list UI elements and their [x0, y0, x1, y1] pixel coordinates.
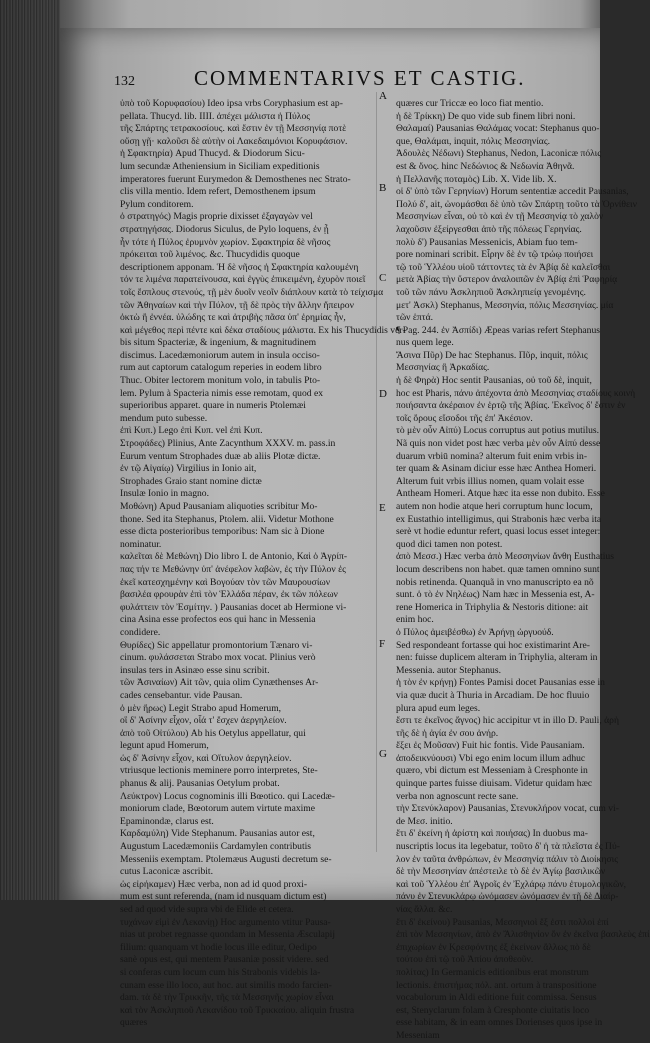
text-line: clis villa mentio. Idem refert, Demosthenem ipsum: [120, 186, 316, 198]
text-line: ἐκεῖ κατεσχημένην καὶ Βογούαν τὸν τῶν Μαυρουσίων: [120, 576, 331, 588]
text-line: Στροφάδες) Plinius, Ante Zacynthum XXXV. m. pass.in: [120, 438, 336, 450]
text-line: esse habitam, & in eam omnes Dorienses quos ipse in: [396, 1017, 603, 1029]
text-line: ὑπὸ τοῦ Κορυφασίου) Ideo ipsa vrbs Coryphasium est ap-: [120, 98, 343, 109]
text-line: τούτου ἐπὶ τῷ τοῦ Ἀπίου ἀποθεοῦν.: [396, 954, 534, 966]
text-line: Messenia. autor Stephanus.: [396, 664, 501, 676]
text-line: Thuc. Obiter lectorem monitum volo, in tabulis Pto-: [120, 375, 321, 387]
running-title: COMMENTARIVS ET CASTIG.: [194, 66, 526, 90]
text-line: autem non hodie atque heri corruptum hunc locum,: [396, 501, 593, 512]
text-line: στρατηγήσας. Diodorus Siculus, de Pylo loquens, ἐν ᾗ: [120, 223, 329, 235]
text-line: Messeniam: [396, 1029, 440, 1041]
text-line: Μοθώνη) Apud Pausaniam aliquoties scribitur Mo-: [120, 501, 318, 512]
text-line: quod dici tamen non potest.: [396, 538, 503, 550]
left-column: [120, 98, 406, 1030]
text-line: nuscriptis locus ita legebatur, τοῦτο δ' ἡ τὰ πλεῖστα ἐς Πύ-: [396, 841, 620, 853]
text-line: ἔξει ἐς Μοῦσαν) Fuit hic fontis. Vide Pausaniam.: [396, 740, 585, 752]
text-line: Θυρίδες) Sic appellatur promontorium Tænaro vi-: [120, 639, 313, 651]
text-line: de Μεσ. initio.: [396, 815, 453, 827]
text-line: τόν τε λιμένα παρατείνουσα, καὶ ἐγγὺς ἐπικειμένη, ἐχυρὸν ποιεῖ: [120, 274, 366, 286]
text-line: τοῖς ὄρους εἴσοδοι τῆς ἐπ' Ἀκέσιον.: [396, 412, 533, 424]
text-line: bis situm Spacteriæ, & ingenium, & magnitudinem: [120, 337, 317, 349]
text-line: μετ' Ἀσκλ) Stephanus, Μεσσηνία, πόλις Μεσσηνίας. μία: [396, 299, 614, 311]
text-line: ἦν τότε ἡ Πύλος ἐρυμνὸν χωρίον. Σφακτηρία δὲ νῆσος: [120, 236, 331, 248]
text-line: cinum. φυλάσσεται Strabo mox vocat. Plinius verò: [120, 652, 316, 664]
text-line: que, Θαλάμαι, inquit, πόλις Μεσσηνίας.: [396, 135, 551, 147]
text-line: nus quem lege.: [396, 337, 454, 349]
text-line: mum est sunt referenda, (nam id nusquam dictum est): [120, 891, 327, 903]
text-line: sunt. ὁ τὸ ἐν Νηλέως) Nam hæc in Messenia est, A-: [396, 589, 595, 601]
text-line: quæres cur Triccæ eo loco fiat mentio.: [396, 98, 544, 109]
text-line: filium: quanquam vt hodie locus ille editur, Oedipo: [120, 941, 317, 953]
text-line: lum secundæ Atheniensium in Siciliam expeditionis: [120, 160, 320, 172]
text-line: Eurum ventum Strophades duæ ab aliis Plotæ dictæ.: [120, 450, 321, 462]
text-line: λον ἐν ταῦτα ἀνθρώπων, ἐν Μεσσηνίᾳ πάλιν τὸ Διοίκησις: [396, 853, 619, 865]
column-divider: [376, 92, 377, 852]
text-line: λαχοῦσιν ἐξείργεσθαι ἀπὸ τῆς πόλεως Γερηνίας.: [396, 223, 582, 235]
margin-letter: G: [379, 748, 387, 760]
text-line: μετὰ Ἀβίας τὴν ὕστερον ἀναλοιπῶν ἐν Ἀβίᾳ ἐπὶ Ῥαφηρίᾳ: [396, 274, 618, 286]
text-line: Μεσσηνίας ἢ Ἀρκαδίας.: [396, 362, 490, 374]
text-line: ter quam & Asinam diciur esse hæc Anthea Homeri.: [396, 463, 597, 475]
text-line: Epaminondæ, clarus est.: [120, 815, 214, 827]
margin-letter: D: [379, 388, 387, 400]
text-line: ¶ Pag. 244. ἐν Ἀσπίδι) Æpeas varias refert Stephanus: [396, 324, 600, 336]
text-line: esse dicta posterioribus temporibus: Nam sic à Dione: [120, 526, 325, 538]
text-line: ὡς εἰρήκαμεν) Hæc verba, non ad id quod proxi-: [120, 878, 308, 890]
margin-letter: E: [379, 502, 386, 514]
text-line: sanè opus est, qui mentem Pausaniæ possit videre. sed: [120, 954, 329, 966]
text-line: mendum puto subesse.: [120, 412, 208, 424]
right-column: [396, 98, 650, 1043]
text-line: ἔστι τε ἐκεῖνος ἄγνος) hic accipitur vt in illo D. Pauli, ἀρὴ: [396, 715, 619, 727]
text-line: ἐπιχωρίων ἐν Κρεσφόντης ἐξ ἐκείνων ἄλλως πὸ δὲ: [396, 941, 591, 953]
text-line: Messeniis exemptam. Ptolemæus Augusti decretum se-: [120, 853, 332, 865]
text-line: τῶν ἑπτά.: [396, 312, 434, 324]
text-line: ὡς δ' Ἀσίνην εἶχον, καὶ Οἴτυλον ἀεργηλείον.: [120, 752, 292, 764]
text-line: ἐπὶ Κυπ.) Lego ἐπὶ Κυπ. vel ἐπὶ Κυπ.: [120, 425, 263, 437]
text-line: Καρδαμύλη) Vide Stephanum. Pausanias autor est,: [120, 828, 315, 840]
text-line: est, Stenyclarum folam à Cresphonte ciuitatis loco: [396, 1004, 590, 1016]
text-line: τὴν Στενύκλαρον) Pausanias, Στενυκλήρον vocat, cum vi-: [396, 803, 619, 815]
text-line: descriptionem apponam. Ἡ δὲ νῆσος ἡ Σφακτηρία καλουμένη: [120, 261, 359, 273]
text-line: vtriusque lectionis meminere porro interpretes, Ste-: [120, 765, 318, 777]
text-line: lectionis. ἐπιστήμας πόλ. ant. ortum à transpositione: [396, 979, 597, 991]
text-line: ἐπὶ τὸν Μεσσηνίων, ἀπὸ ἐν Ἄλισθηνίον ὄν ἐν ἐκεῖνα βασιλεὺς ἐπί: [396, 929, 650, 941]
text-line: βασιλέα φρουρὰν ἐπὶ τὸν Ἑλλάδα πέραν, ἐκ τῶν πόλεων: [120, 589, 338, 601]
text-line: τὸ μὲν οὖν Αἰπύ) Locus corruptus aut potius mutilus.: [396, 425, 600, 437]
text-line: ἔτι δ' ἐκείνη ἡ ἀρίστη καὶ ποιήσας) In duobus ma-: [396, 828, 588, 840]
margin-letter: B: [379, 182, 387, 194]
text-line: δὲ τὴν Μεσσηνίαν ἀπέστειλε τὸ δὲ ἐν Ἀγίῳ βασιλικῶν: [396, 866, 606, 878]
text-line: ὁ μὲν ἥρως) Legit Strabo apud Homerum,: [120, 702, 282, 714]
text-line: Nã quis non videt post hæc verba μὲν οὖν Αἰπύ desse: [396, 438, 601, 450]
text-line: πας τήν τε Μεθώνην ὑπ' ἀνέφελον λαβὼν, ἐς τὴν Πύλον ἐς: [120, 563, 346, 575]
text-line: cina Asina esse profectos eos qui hanc in Messenia: [120, 614, 316, 626]
text-line: φυλάττειν τὸν Ἐσμίτην. ) Pausanias docet ab Hermione vi-: [120, 601, 347, 613]
text-line: ὁ στρατηγός) Magis proprie dixisset ἐξαγαγὼν vel: [120, 211, 313, 223]
text-line: nominatur.: [120, 538, 162, 550]
text-line: ex Eustathio intelligimus, qui Strabonis hæc verba ita: [396, 513, 602, 525]
text-line: duarum vrbiū nomina? alterum fuit enim vrbis in-: [396, 450, 588, 462]
text-line: πολίτας) In Germanicis editionibus erat monstrum: [396, 966, 589, 978]
text-line: καὶ μέγεθος περὶ πέντε καὶ δέκα σταδίους μάλιστα. Ex his Thucydidis ver-: [120, 324, 406, 336]
text-line: Ἀδουλὲς Νέδωνι) Stephanus, Nedon, Laconicæ πόλις: [396, 148, 602, 160]
text-line: Alterum fuit vrbis illius nomen, quam volait esse: [396, 475, 585, 487]
text-line: καὶ τοῦ Ὑλλέου ἐπ' Ἀγροῖς ἐν Ἐχλάρῳ πάνυ ἐτυμολογικῶν,: [396, 878, 627, 890]
text-line: enim hoc.: [396, 614, 434, 626]
text-line: τῶν Ἀθηναίων καὶ τὴν Πύλον, τῇ δὲ πρὸς τὴν ἄλλην ἤπειρον: [120, 299, 354, 311]
text-line: Pylum conditorem.: [120, 198, 194, 210]
text-line: ἡ Σφακτηρία) Apud Thucyd. & Diodorum Sicu-: [120, 148, 305, 160]
margin-letter: F: [379, 638, 386, 650]
text-line: nobis retinenda. Quanquã in vno manuscripto ea nõ: [396, 576, 594, 588]
text-line: locum describens non habet. quæ tamen omnino sunt: [396, 563, 600, 575]
text-line: πολὺ δ') Pausanias Messenicis, Abiam fuo tem-: [396, 236, 578, 248]
text-line: ἀποδεικνύουσι) Vbi ego enim locum illum adhuc: [396, 752, 586, 764]
text-line: τῷ τοῦ Ὑλλέου υἱοῦ τάττοντες τὰ ἐν Ἀβίᾳ δὲ καλεῖσθαι: [396, 261, 611, 273]
text-line: τυχάνων εἰμὶ ἐν Λεκανίῃ) Hoc argumento vtitur Pausa-: [120, 916, 331, 928]
text-line: sed ad quod vide supra vbi de Elide et cetera.: [120, 904, 294, 915]
text-line: moniorum clade, Bœotorum autem virtute maxime: [120, 803, 316, 815]
text-line: verba non agnoscunt recte sane.: [396, 790, 519, 802]
page-header: [104, 66, 574, 94]
text-line: Sed respondeant fortasse qui hoc existimarint Are-: [396, 639, 590, 651]
text-line: ἐν τῷ Αἰγαίῳ) Virgilius in Ionio ait,: [120, 463, 257, 475]
text-line: καλεῖται δὲ Μεθώνη) Dio libro I. de Antonio, Καὶ ὁ Ἀγρίπ-: [120, 551, 348, 563]
text-line: est & ὄνος. hinc Νεδώνιος & Νεδωνία Ἀθηνᾶ.: [396, 160, 575, 172]
text-line: ἡ δὲ Τρίκκη) De quo vide sub finem libri noni.: [396, 110, 576, 122]
text-line: οὔσῃ γῇ· καλοῦσι δὲ αὐτὴν οἱ Λακεδαιμόνιοι Κορυφάσιον.: [120, 135, 348, 147]
text-line: superioribus apparet. quare in numeris Ptolemæi: [120, 400, 306, 412]
margin-letter: C: [379, 272, 387, 284]
text-line: via quæ ducit à Thuria in Arcadiam. De hoc fluuio: [396, 689, 590, 701]
text-line: legunt apud Homerum,: [120, 740, 209, 752]
text-line: πρόκειται τοῦ λιμένος. &c. Thucydidis quoque: [120, 249, 300, 261]
text-line: thone. Sed ita Stephanus, Ptolem. alii. Videtur Mothone: [120, 513, 334, 525]
text-line: plura apud eum leges.: [396, 702, 481, 714]
text-line: ἡ τὸν ἐν κρήνῃ) Fontes Pamisi docet Pausanias esse in: [396, 677, 605, 689]
margin-letter: A: [379, 90, 387, 102]
text-line: nias ut probet regnasse quondam in Messenia Æsculapij: [120, 929, 336, 941]
text-line: Μεσσηνίων εἶναι, οὐ τὸ καὶ ἐν τῇ Μεσσηνίᾳ τὸ χαλὸν: [396, 211, 604, 223]
text-line: quæro, vbi dictum est Messeniam à Cresphonte in: [396, 765, 588, 777]
margin-letters: [379, 90, 393, 850]
text-line: rum aut captorum catalogum reperies in eodem libro: [120, 362, 322, 374]
text-line: quinque partes fuisse diuisam. Videtur quidam hæc: [396, 778, 593, 790]
text-line: nen: fuisse duplicem alteram in Triphylia, alteram in: [396, 652, 598, 664]
text-line: τῆς δὲ ἡ ἀγία ἐν σου ἀνήρ.: [396, 727, 499, 739]
text-line: si conferas cum locum cum his Strabonis videbis la-: [120, 966, 321, 978]
text-line: quæres: [120, 1017, 148, 1029]
text-line: cades censebantur. vide Pausan.: [120, 689, 243, 701]
text-line: ποιήσαντα ἀκέραιον ἐν ἑρτῷ τῆς Ἀβίας. Ἐκεῖνος δ' ἔστιν ἐν: [396, 400, 626, 412]
text-line: ἀπὸ Μεσσ.) Hæc verba ἀπὸ Μεσσηνίων ἄνθη Eusthatius: [396, 551, 614, 563]
text-line: τῆς Σπάρτης τετρακοσίους. καὶ ἔστιν ἐν τῇ Μεσσηνίᾳ ποτὲ: [120, 123, 347, 135]
text-line: lem. Pylum à Spacteria nimis esse remotam, quod ex: [120, 387, 324, 399]
text-line: rene Homerica in Triphylia & Nestoris ditione: ait: [396, 601, 589, 613]
text-line: ὀκτὼ ἢ ἐννέα. ὑλώδης τε καὶ ἀτριβὴς πᾶσα ὑπ' ἐρημίας ἦν,: [120, 312, 346, 324]
text-line: dam. τὰ δὲ τὴν Τρικκῆν, τῆς τὰ Μεσσηνῆς χωρίον εἶναι: [120, 992, 334, 1004]
text-line: phanus & alij. Pausanias Oetylum probat.: [120, 778, 280, 790]
text-line: ἔτι δ' ἐκείνου) Pausanias, Μεσσηνιοὶ ἔξ ἐστι πολλοὶ ἐπί: [396, 916, 609, 928]
text-line: οἱ δ' ὑπὸ τῶν Γερηνίων) Horum sententiæ accedit Pausanias,: [396, 186, 629, 198]
text-line: discimus. Lacedæmoniorum autem in insula occiso-: [120, 349, 320, 361]
text-line: Πολύ δ', ait, ὠνομάσθαι δὲ ὑπὸ τῶν Σπάρτῃ τοῦτο τὰ Ὀρνίθειν: [396, 198, 637, 210]
text-line: ὁ Πύλος ἀμειβέσθω) ἐν Ἀρήνῃ ὠργυούδ.: [396, 626, 554, 638]
text-line: imperatores fuerunt Eurymedon & Demosthenes nec Strato-: [120, 173, 351, 185]
text-line: νίας ἄλλα. &c.: [396, 904, 453, 915]
text-line: cutus Laconicæ ascribit.: [120, 866, 213, 878]
text-line: Antheam Homeri. Atque hæc ita esse non dubito. Esse: [396, 488, 605, 500]
text-line: hoc est Pharis, πάνυ ἀπέχοντα ἀπὸ Μεσσηνίας σταδίους κοινὴ: [396, 387, 636, 399]
text-line: serè vt hodie eduntur refert, quasi locus esset integer:: [396, 526, 601, 538]
text-line: πάνυ ἐν Στενυκλάρῳ ὠνόμασεν ὠνόμασεν ἐν τῇ δὲ Διαίρ-: [396, 891, 619, 903]
text-line: Ἄσινα Πῦρ) De hac Stephanus. Πῦρ, inquit, πόλις: [396, 349, 588, 361]
text-line: καὶ τὸν Ἀσκληπιοῦ Λεκανίδου τοῦ Τρικκαίου. aliquin frustra: [120, 1004, 355, 1016]
text-line: insulas ters in Asinæo esse sinu scribit.: [120, 664, 270, 676]
text-line: Insulæ Ionio in magno.: [120, 488, 210, 500]
text-line: ἡ Πελλανῆς ποταμὸς) Lib. X. Vide lib. X.: [396, 173, 557, 185]
text-line: cunam esse illo loco, aut hoc. aut similis modo farcien-: [120, 979, 332, 991]
text-line: Λεύκτρον) Locus cognominis illi Bœotico. qui Lacedæ-: [120, 790, 336, 802]
text-line: pore nominari scribit. Εἶρην δὲ ἐν τῷ τρώῳ ποιήσει: [396, 249, 594, 261]
text-line: pellata. Thucyd. lib. IIII. ἀπέχει μάλιστα ἡ Πύλος: [120, 110, 311, 122]
page-number: 132: [114, 74, 135, 89]
text-line: Augustum Lacedæmoniis Cardamylen contributis: [120, 841, 312, 853]
book-spine: [0, 0, 60, 900]
text-line: vocabulorum in Aldi editione fuit commissa. Sensus: [396, 992, 597, 1004]
text-line: Θαλαμαί) Pausanias Θαλάμας vocat: Stephanus quo-: [396, 123, 600, 135]
text-line: τοῖς ἔσπλους στενούς, τῇ μὲν δυοῖν νεοῖν διάπλουν κατὰ τὸ τείχισμα: [120, 286, 384, 298]
text-line: ἡ δὲ Φηρὰ) Hoc sentit Pausanias, οὐ τοῦ δὲ, inquit,: [396, 375, 592, 387]
text-line: Strophades Graio stant nomine dictæ: [120, 475, 262, 487]
text-line: condidere.: [120, 626, 161, 638]
text-line: τοῦ τῶν πάνυ Ἀσκληπιοῦ Ἀσκληπιείᾳ γενομένης.: [396, 286, 586, 298]
text-line: τῶν Ἀσιναίων) Ait τῶν, quia olim Cynæthenses Ar-: [120, 677, 319, 689]
text-line: ἀπὸ τοῦ Οἰτύλου) Ab his Oetylus appellatur, qui: [120, 727, 306, 739]
text-line: οἳ δ' Ἀσίνην εἶχον, οἷά τ' ἔσχεν ἀεργηλείον.: [120, 715, 287, 727]
